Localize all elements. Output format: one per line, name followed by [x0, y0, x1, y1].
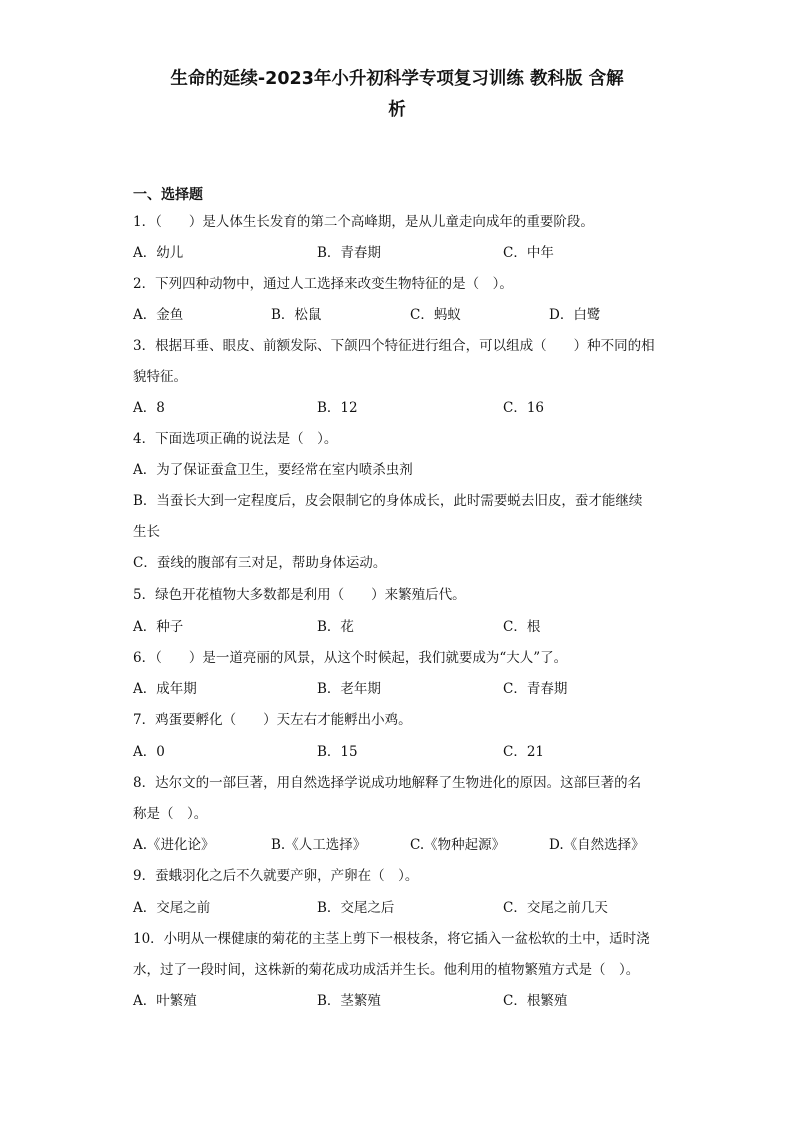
- question-2-option-a: A．金鱼: [133, 307, 184, 323]
- question-3-option-c: C．16: [503, 400, 545, 416]
- title-line-2: 析: [388, 100, 406, 120]
- question-5-option-a: A．种子: [133, 619, 184, 635]
- question-10-option-a: A．叶繁殖: [133, 993, 197, 1009]
- question-2-option-b: B．松鼠: [271, 307, 322, 323]
- question-1-stem: 1．（ ）是人体生长发育的第二个高峰期，是从儿童走向成年的重要阶段。: [133, 214, 594, 230]
- question-9-option-a: A．交尾之前: [133, 900, 211, 916]
- question-3-stem-line-1: 3．根据耳垂、眼皮、前额发际、下颌四个特征进行组合，可以组成（ ）种不同的相: [133, 338, 655, 354]
- section-heading: 一、选择题: [133, 187, 203, 203]
- title-line-1: 生命的延续-2023年小升初科学专项复习训练 教科版 含解: [170, 69, 624, 89]
- question-8-option-c: C.《物种起源》: [410, 837, 506, 853]
- question-6-option-b: B．老年期: [317, 681, 381, 697]
- question-9-option-b: B．交尾之后: [317, 900, 395, 916]
- question-10-stem-line-1: 10．小明从一棵健康的菊花的主茎上剪下一根枝条，将它插入一盆松软的土中，适时浇: [133, 931, 650, 947]
- question-6-option-a: A．成年期: [133, 681, 197, 697]
- question-3-stem-line-2: 貌特征。: [133, 369, 187, 385]
- question-8-stem-line-2: 称是（ ）。: [133, 806, 208, 822]
- question-4-option-c: C．蚕线的腹部有三对足，帮助身体运动。: [133, 555, 387, 571]
- question-4-option-a: A．为了保证蚕盒卫生，要经常在室内喷杀虫剂: [133, 462, 413, 478]
- question-8-option-b: B.《人工选择》: [271, 837, 367, 853]
- question-1-option-b: B．青春期: [317, 245, 381, 261]
- question-4-stem: 4．下面选项正确的说法是（ ）。: [133, 431, 338, 447]
- question-8-stem-line-1: 8．达尔文的一部巨著，用自然选择学说成功地解释了生物进化的原因。这部巨著的名: [133, 775, 642, 791]
- question-1-option-c: C．中年: [503, 245, 554, 261]
- question-3-option-b: B．12: [317, 400, 358, 416]
- question-8-option-a: A.《进化论》: [133, 837, 215, 853]
- question-2-option-d: D．白鹭: [549, 307, 601, 323]
- question-6-option-c: C．青春期: [503, 681, 568, 697]
- question-1-option-a: A．幼儿: [133, 245, 184, 261]
- question-7-option-a: A．0: [133, 744, 165, 760]
- question-2-stem: 2．下列四种动物中，通过人工选择来改变生物特征的是（ ）。: [133, 276, 513, 292]
- page-title: [120, 64, 674, 126]
- question-10-stem-line-2: 水，过了一段时间，这株新的菊花成功成活并生长。他利用的植物繁殖方式是（ ）。: [133, 962, 640, 978]
- question-4-option-b: B．当蚕长大到一定程度后，皮会限制它的身体成长，此时需要蜕去旧皮，蚕才能继续: [133, 493, 643, 509]
- question-9-stem: 9．蚕蛾羽化之后不久就要产卵，产卵在（ ）。: [133, 868, 419, 884]
- question-7-stem: 7．鸡蛋要孵化（ ）天左右才能孵出小鸡。: [133, 712, 412, 728]
- question-6-stem: 6．（ ）是一道亮丽的风景，从这个时候起，我们就要成为“大人”了。: [133, 650, 568, 666]
- question-10-option-c: C．根繁殖: [503, 993, 568, 1009]
- question-7-option-b: B．15: [317, 744, 358, 760]
- question-5-stem: 5．绿色开花植物大多数都是利用（ ）来繁殖后代。: [133, 587, 466, 603]
- question-2-option-c: C．蚂蚁: [410, 307, 461, 323]
- question-5-option-b: B．花: [317, 619, 354, 635]
- question-3-option-a: A．8: [133, 400, 165, 416]
- question-10-option-b: B．茎繁殖: [317, 993, 381, 1009]
- question-5-option-c: C．根: [503, 619, 541, 635]
- question-9-option-c: C．交尾之前几天: [503, 900, 608, 916]
- question-8-option-d: D.《自然选择》: [549, 837, 645, 853]
- question-7-option-c: C．21: [503, 744, 545, 760]
- question-4-option-b-continued: 生长: [133, 524, 160, 540]
